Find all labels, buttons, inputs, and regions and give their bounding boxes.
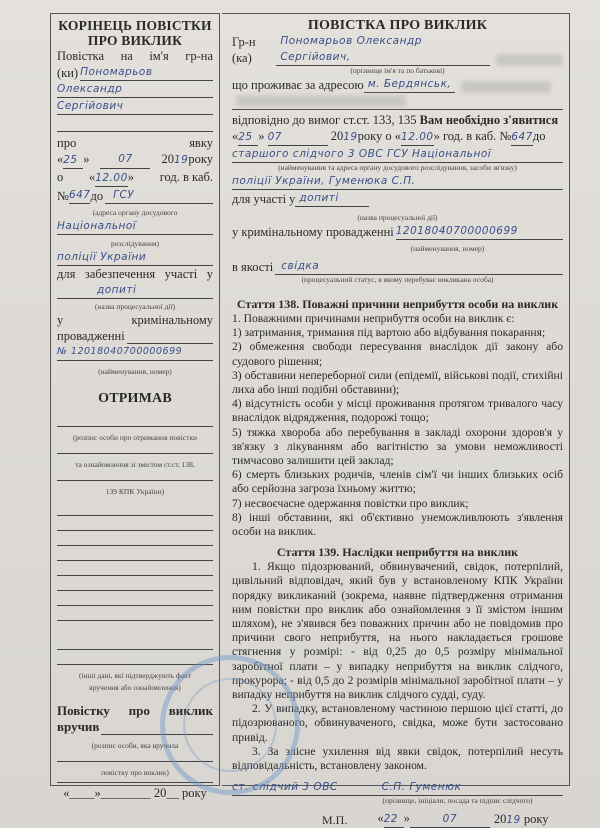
redacted-block [461,81,551,93]
stub-action-caption: (назва процесуальної дії) [94,302,176,311]
summons-organ-caption: (найменування та адреса органу досудового розслідування, засоби зв'язку) [278,163,517,172]
stub-other-line10 [57,650,213,665]
article139-item: 3. За злісне ухилення від явки свідок, потерпілий несуть відповідальність, встановлену законом. [232,744,563,773]
stub-organ-line3: поліції України [57,249,213,266]
stub-delivered-line2: вручив [57,719,100,734]
citizen-name: Пономарьов Олександр Сергійович, [276,33,490,66]
article138-item: 5) тяжка хвороба або перебування в закладі охорони здоров'я у зв'язку з лікуванням або вагітністю за умови неможливості тимчасово залишити цей заклад; [232,425,563,468]
stub-other-caption2: вручення або ознайомлення) [89,683,181,692]
signature-handwritten: ст. слідчий 3 ОВС [232,781,338,794]
participation-label: для участі у [232,192,296,206]
proceeding-label: у кримінальному провадженні [232,225,394,239]
citizen-row [232,33,563,66]
summons-roku-o: року о [357,129,392,143]
summons-room: 647 [511,129,533,146]
stub-other-line3 [57,531,213,546]
stub-yavku: явку [189,136,213,150]
stub-year-prefix: 20 [161,152,174,166]
stub-date-footer: «____»________ 20__ року [63,786,207,800]
signature-line [232,779,563,796]
stub-organ-line2: Національної [57,218,213,235]
official-stamp [160,655,300,795]
address-row [232,76,563,93]
summons-case-number: 12018040700000699 [396,223,563,240]
stub-intro: Повістка на ім'я гр-на [57,49,213,63]
stub-case-caption: (найменування, номер) [98,367,172,376]
stub-time: 12.00 [95,170,128,187]
signature-month: 07 [410,811,490,828]
stub-u: у [57,313,64,327]
article138-item: 1. Поважними причинами неприбуття особи на виклик є: [232,312,515,325]
article138-item: 4) відсутність особи у місці проживання протягом тривалого часу внаслідок відрядження, подорожі тощо; [232,397,563,425]
stub-other-line2 [57,516,213,531]
stub-criminal-row [57,312,213,328]
summons-month: 07 [268,129,328,146]
stub-do: до [90,189,104,203]
stub-receipt-line2 [57,443,213,454]
address-value: м. Бердянськ, [364,76,456,93]
article139-item: 1. Якщо підозрюваний, обвинувачений, свідок, потерпілий, цивільний відповідач, який був у встановленому КПК України порядку викликаний (зокрема, наявне підтвердження отримання ним повістки про виклик або ознайомлення з її змістом іншим шляхом), не з'явився без поважних причин або не повідомив про причини свого неприбуття, на нього накладається грошове стягнення у розмірі: - від 0,25 до 0,5 розміру мінімальної заробітної плати – у випадку неприбуття на виклик слідчого, прокурора; - від 0,5 до 2 розмірів мінімальної заробітної плати – у випадку неприбуття на виклик слідчого судді, суду. [232,560,563,702]
stub-room-row [57,187,213,204]
stub-organ-caption2: розслідування) [111,239,159,248]
name-caption: (прізвище ім'я та по батькові) [350,66,445,75]
stub-case-number: № 12018040700000699 [57,344,213,361]
stub-other-line5 [57,561,213,576]
article138-item: 7) несвоєчасне одержання повістки про виклик; [232,496,469,510]
redacted-block [496,54,563,66]
stub-proceeding: провадженні [57,329,125,343]
stub-pro: про [57,136,77,150]
status-label: в якості [232,260,274,274]
stub-other-line9 [57,621,213,650]
proceeding-row [232,223,563,240]
signature-year-suffix: 19 [506,814,521,827]
article139-title: Стаття 139. Наслідки неприбуття на виклик [276,545,519,560]
stub-name-line3: Сергійович [57,98,213,115]
stub-name-line1: Пономарьов [80,64,213,81]
stub-receipt-caption2: та ознайомлення зі змістом ст.ст. 138, [75,460,195,469]
stub-received-title: ОТРИМАВ [98,391,172,406]
stub-other-line7 [57,591,213,606]
stub-proceeding-row [57,328,213,344]
participation-row [232,190,563,207]
stub-receipt-line1 [57,418,213,427]
stub-organ-line1: ГСУ [105,187,213,204]
stub-organ-caption1: (адреса органу досудового [92,208,178,217]
status-row [232,258,563,275]
stub-no: № [57,189,69,203]
appointment-row: «25 » 07 2019року о «12.00» год. в каб. №647до [232,128,563,146]
stub-name-row [57,64,213,81]
stub-year-suffix: 19 [173,154,189,166]
stub-criminal: кримінальному [131,313,213,327]
article139-item: 2. У випадку, встановленому частиною першою цієї статті, до підозрюваного, обвинуваченого, свідка, може бути застосовано привід. [232,702,563,744]
stub-date-row: «25 » 07 2019року [57,151,213,169]
citizen-label: Гр-н (ка) [232,35,256,65]
requirement-line [232,112,563,128]
summons-time: 12.00 [401,129,434,146]
summons-day: 25 [238,129,258,146]
stub-roku: року [188,152,213,166]
stub-other-line8 [57,606,213,621]
address-label: що проживає за адресою [232,78,364,92]
signature-name: С.П. Гуменюк [381,781,462,794]
stub-delivered-caption2: повістку про виклик) [101,768,169,777]
signature-caption: (прізвище, ініціали, посада та підпис слідчого) [382,796,533,806]
stub-hod-v-kab: год. в каб. [159,170,213,184]
requirement-bold: Вам необхідно з'явитися [419,113,559,127]
stub-pro-yavku [57,135,213,151]
stub-receipt-caption3: 139 КПК України) [105,487,165,496]
summons-year-prefix: 20 [330,129,344,143]
article138-item: 3) обставини непереборної сили (епідемії, військові події, стихійні лиха або інші подібні обставини); [232,368,563,397]
stub-receipt-caption1: (розпис особи про отримання повістки [72,433,198,442]
stub-room: 647 [69,187,91,204]
summons-action: допиті [295,190,368,207]
article138-item: 1) затримання, тримання під вартою або відбування покарання; [232,326,546,340]
signature-day: 22 [384,811,404,828]
summons-organ-line1: старшого слідчого 3 ОВС ГСУ Національної [232,146,563,163]
stub-time-row: о «12.00» год. в каб. [57,169,213,187]
stub-other-line1 [57,497,213,516]
summons-action-caption: (назва процесуальної дії) [357,213,438,222]
stub-ki-label: (ки) [57,66,79,80]
summons-year-suffix: 19 [343,131,358,143]
signature-row [232,779,563,796]
article138-item: 2) обмеження свободи пересування внаслідок дії закону або судового рішення; [232,340,563,368]
stub-other-caption1: (інші дані, які підтверджують факт [79,671,191,680]
stub-name-line2: Олександр [57,81,213,98]
stamp-place-label: М.П. [322,813,348,828]
summons-do: до [532,129,546,143]
stub-title [57,18,213,48]
redacted-block [236,95,406,107]
stub-action: допиті [57,282,213,299]
stub-other-line6 [57,576,213,591]
stub-title-line2: ПРО ВИКЛИК [87,33,183,48]
stub-title-line1: КОРІНЕЦЬ ПОВІСТКИ [58,18,212,33]
stub-participation: для забезпечення участі у [57,267,213,281]
stub-delivered-line1: Повістку про виклик [57,703,213,718]
signature-date-row: М.П. «22 » 07 2019 року [322,811,549,828]
stub-day: 25 [63,152,83,169]
signature-year-prefix: 20 [493,812,507,827]
summons-case-caption: (найменування, номер) [410,244,485,253]
stub-month: 07 [100,151,150,169]
requirement-prefix: відповідно до вимог ст.ст. 133, 135 [232,113,417,127]
status-caption: (процесуальний статус, в якому перебуває викликана особа) [301,275,494,284]
summons-organ-line2: поліції України, Гуменюка С.П. [232,173,563,190]
stub-o: о [57,170,64,184]
stub-blank-line [57,115,213,132]
summons-title: ПОВІСТКА ПРО ВИКЛИК [307,18,488,33]
summons-hod-v-kab: год. в каб. № [442,129,512,143]
signature-roku: року [523,812,549,827]
address-line2 [232,93,563,110]
stub-receipt-line3 [57,470,213,481]
stub-delivered-caption1: (розпис особи, яка вручила [91,741,179,750]
status-value: свідка [275,258,563,275]
article138-item: 6) смерть близьких родичів, членів сім'ї чи інших близьких осіб або серйозна загроза їхньому життю; [232,468,563,496]
stub-other-line4 [57,546,213,561]
article138-item: 8) інші обставини, які об'єктивно унеможливлюють з'явлення особи на виклик. [232,510,563,539]
article138-title: Стаття 138. Поважні причини неприбуття особи на виклик [236,297,559,311]
